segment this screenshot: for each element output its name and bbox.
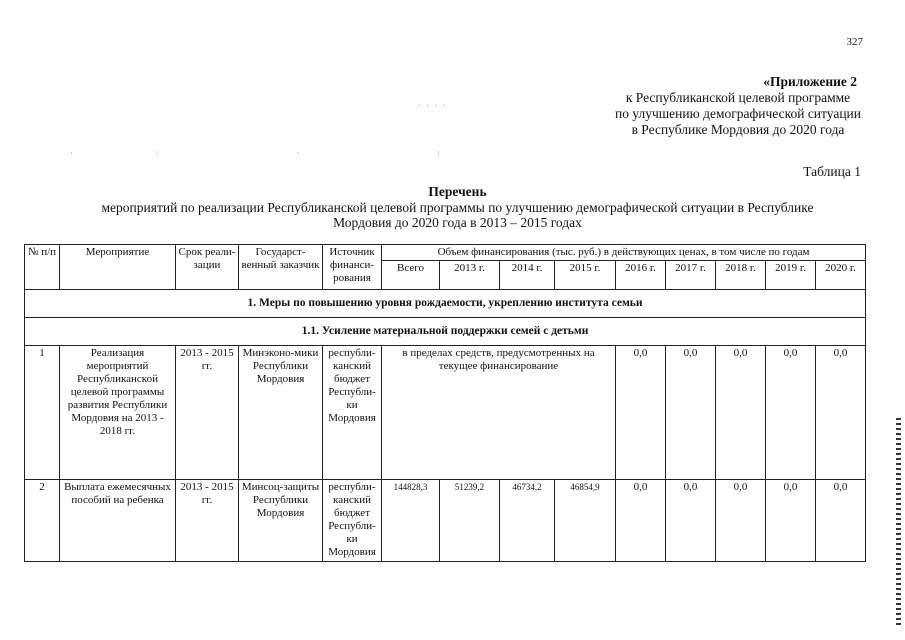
appendix-line-3: в Республике Мордовия до 2020 года [631, 122, 845, 137]
row-1-2016: 0,0 [616, 346, 666, 480]
section-row [25, 290, 866, 318]
row-2-event: Выплата ежемесячных пособий на ребенка [60, 480, 176, 562]
header-2016: 2016 г. [616, 261, 666, 290]
row-2-2013: 51239,2 [440, 480, 500, 562]
header-source: Источник финанси-рования [323, 245, 382, 290]
title-heading: Перечень [428, 184, 487, 199]
row-1-2018: 0,0 [716, 346, 766, 480]
row-2-num: 2 [25, 480, 60, 562]
header-funding: Объем финансирования (тыс. руб.) в действующих ценах, в том числе по годам [382, 245, 866, 261]
header-2015: 2015 г. [555, 261, 616, 290]
row-1-term: 2013 - 2015 гг. [176, 346, 239, 480]
row-1-customer: Минэконо-мики Республики Мордовия [239, 346, 323, 480]
page-number: 327 [846, 36, 863, 48]
document-title [40, 184, 875, 231]
table-row [25, 480, 866, 562]
row-1-num: 1 [25, 346, 60, 480]
table-row [25, 346, 866, 480]
section-1-title: 1. Меры по повышению уровня рождаемости, укреплению института семьи [25, 290, 866, 318]
row-1-2017: 0,0 [666, 346, 716, 480]
row-2-2016: 0,0 [616, 480, 666, 562]
row-2-total: 144828,3 [382, 480, 440, 562]
appendix-title: «Приложение 2 [763, 74, 857, 89]
row-2-term: 2013 - 2015 гг. [176, 480, 239, 562]
header-2017: 2017 г. [666, 261, 716, 290]
header-2014: 2014 г. [500, 261, 555, 290]
appendix-line-2: по улучшению демографической ситуации [615, 106, 861, 121]
table-label: Таблица 1 [803, 164, 861, 179]
subsection-row [25, 318, 866, 346]
row-2-2019: 0,0 [766, 480, 816, 562]
row-2-2018: 0,0 [716, 480, 766, 562]
header-total: Всего [382, 261, 440, 290]
header-2019: 2019 г. [766, 261, 816, 290]
scan-noise: . . . . [418, 98, 448, 108]
header-2020: 2020 г. [816, 261, 866, 290]
funding-table [24, 244, 866, 562]
row-2-2015: 46854,9 [555, 480, 616, 562]
row-2-customer: Минсоц-защиты Республики Мордовия [239, 480, 323, 562]
row-2-2020: 0,0 [816, 480, 866, 562]
row-2-2017: 0,0 [666, 480, 716, 562]
appendix-header [615, 74, 861, 138]
row-1-event: Реализация мероприятий Республиканской целевой программы развития Республики Мордовия на 2013 - 2018 гг. [60, 346, 176, 480]
scan-edge [896, 418, 901, 628]
row-2-2014: 46734,2 [500, 480, 555, 562]
row-1-2020: 0,0 [816, 346, 866, 480]
row-1-funding-note: в пределах средств, предусмотренных на текущее финансирование [382, 346, 616, 480]
row-1-2019: 0,0 [766, 346, 816, 480]
title-line-2: Мордовия до 2020 года в 2013 – 2015 годах [333, 215, 582, 230]
header-row-1 [25, 245, 866, 261]
appendix-line-1: к Республиканской целевой программе [625, 90, 851, 105]
header-term: Срок реали-зации [176, 245, 239, 290]
title-line-1: мероприятий по реализации Республиканской целевой программы по улучшению демографической ситуации в Республике [101, 199, 814, 215]
header-customer: Государст-венный заказчик [239, 245, 323, 290]
header-event: Мероприятие [60, 245, 176, 290]
scan-noise: · : · : [70, 148, 442, 158]
header-2013: 2013 г. [440, 261, 500, 290]
row-2-source: республи-канский бюджет Республи-ки Мордовия [323, 480, 382, 562]
row-1-source: республи-канский бюджет Республи-ки Мордовия [323, 346, 382, 480]
header-2018: 2018 г. [716, 261, 766, 290]
header-num: № п/п [25, 245, 60, 290]
section-1-1-title: 1.1. Усиление материальной поддержки семей с детьми [25, 318, 866, 346]
